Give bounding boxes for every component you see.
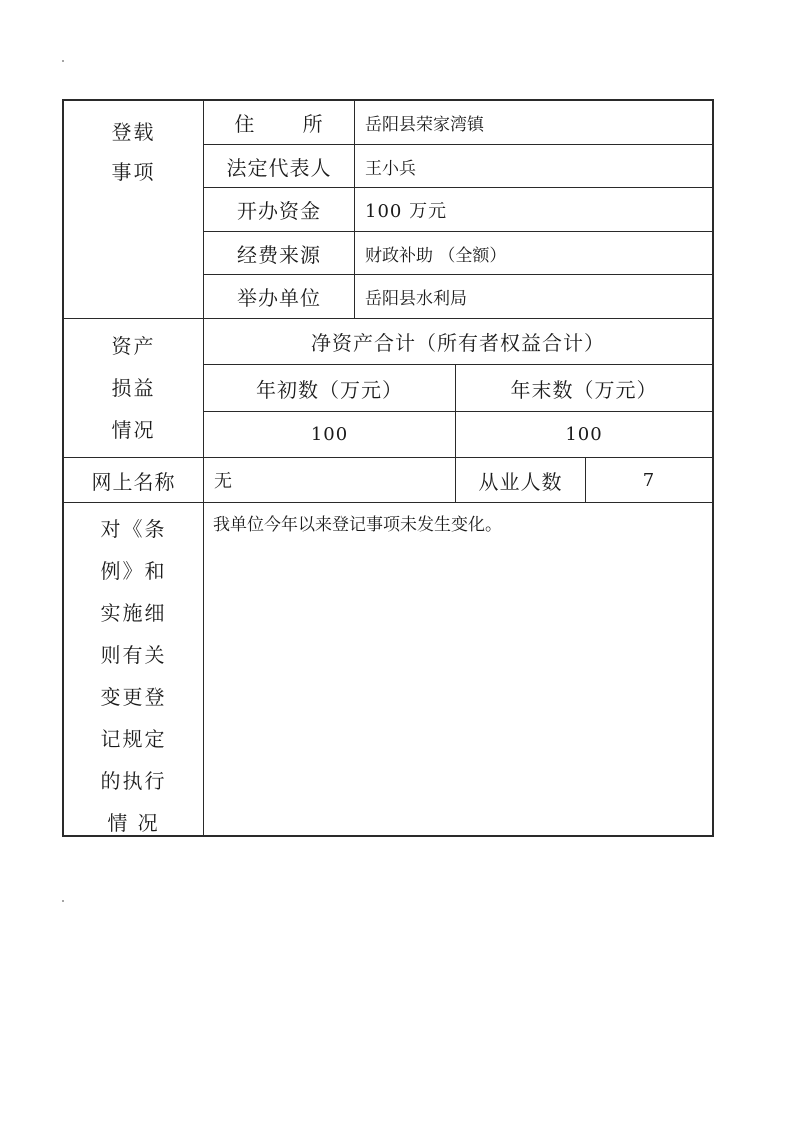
staff-count-value: 7 xyxy=(642,469,656,491)
assets-col-end: 年末数（万元） xyxy=(510,377,658,402)
assets-value-begin: 100 xyxy=(310,424,349,445)
registration-value-funding: 财政补助 （全额） xyxy=(365,245,507,266)
assets-label-line: 损益 xyxy=(111,376,156,400)
scan-speck xyxy=(62,60,64,62)
compliance-label-line: 对《条 xyxy=(100,517,167,541)
registration-value-capital: 100 万元 xyxy=(365,200,448,222)
compliance-label-line: 则有关 xyxy=(100,643,167,667)
registration-key-address: 住 所 xyxy=(234,112,324,136)
online-name-label: 网上名称 xyxy=(91,469,176,494)
compliance-label-line: 变更登 xyxy=(100,685,167,709)
registration-value-sponsor: 岳阳县水利局 xyxy=(365,289,467,309)
compliance-label-line: 实施细 xyxy=(100,601,167,625)
registration-key-capital: 开办资金 xyxy=(237,199,321,223)
compliance-label-line: 记规定 xyxy=(100,727,167,751)
compliance-label xyxy=(64,508,203,844)
table-border-right xyxy=(712,99,714,837)
registration-value-legal-rep: 王小兵 xyxy=(365,158,416,179)
assets-label xyxy=(64,325,203,451)
staff-count-label: 从业人数 xyxy=(478,469,563,494)
compliance-text: 我单位今年以来登记事项未发生变化。 xyxy=(213,515,502,535)
compliance-label-line: 情 况 xyxy=(107,811,160,835)
registration-label-line: 登载 xyxy=(111,120,156,144)
registration-key-legal-rep: 法定代表人 xyxy=(226,155,332,180)
assets-col-begin: 年初数（万元） xyxy=(256,377,403,402)
label-divider-bottom xyxy=(203,502,204,835)
compliance-label-line: 的执行 xyxy=(100,769,167,793)
registration-key-sponsor: 举办单位 xyxy=(237,286,321,310)
registration-key-funding: 经费来源 xyxy=(237,242,321,267)
online-name-value: 无 xyxy=(214,471,233,492)
registration-value-address: 岳阳县荣家湾镇 xyxy=(365,115,484,135)
assets-header: 净资产合计（所有者权益合计） xyxy=(311,331,605,355)
compliance-label-line: 例》和 xyxy=(100,559,167,583)
assets-label-line: 情况 xyxy=(111,418,156,442)
assets-label-line: 资产 xyxy=(111,334,156,358)
section-divider xyxy=(62,502,714,503)
scan-speck xyxy=(62,900,64,902)
assets-value-end: 100 xyxy=(565,424,603,445)
registration-label-line: 事项 xyxy=(111,160,156,184)
registration-label xyxy=(64,112,203,192)
